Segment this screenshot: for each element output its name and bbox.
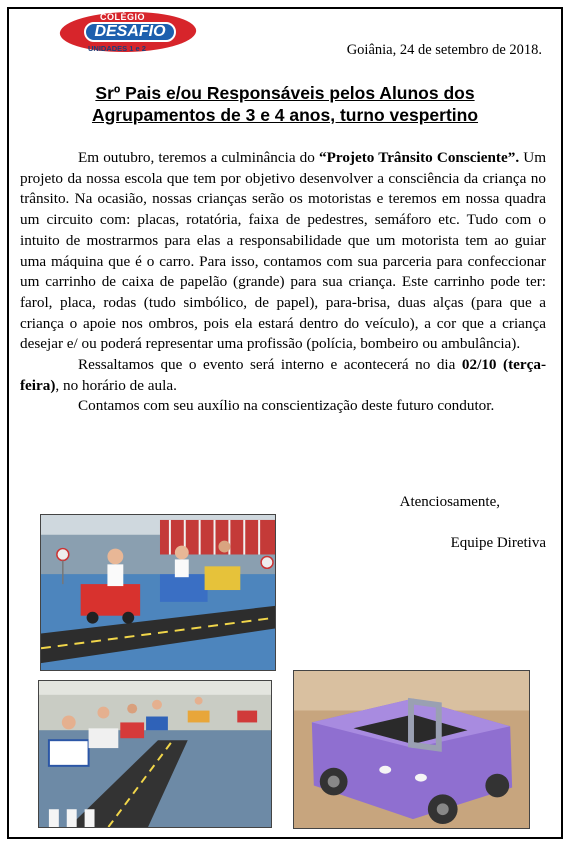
letter-body (20, 148, 546, 417)
signature: Equipe Diretiva (450, 535, 546, 551)
paragraph-2-intro: Ressaltamos que o evento será interno e acontecerá no dia (78, 356, 462, 374)
logo-top-text: COLÉGIO (100, 12, 146, 22)
paragraph-2 (20, 355, 546, 396)
closing: Atenciosamente, (399, 494, 500, 510)
project-name: “Projeto Trânsito Consciente”. (318, 149, 520, 166)
photo-children-row (38, 680, 272, 828)
paragraph-3: Contamos com seu auxílio na conscientização deste futuro condutor. (78, 397, 495, 415)
paragraph-2-rest: , no horário de aula. (55, 376, 177, 394)
photo-children-circuit (40, 514, 276, 671)
letter-heading (20, 82, 550, 126)
photo-cardboard-car (293, 670, 530, 829)
event-date: 02/10 (terça-feira) (20, 356, 547, 394)
logo-main-text: DESAFIO (84, 22, 176, 42)
paragraph-1 (20, 148, 546, 355)
heading-line-2: Agrupamentos de 3 e 4 anos, turno vespertino (91, 105, 479, 125)
logo-bottom-text: UNIDADES 1 e 2 (88, 44, 146, 53)
heading-line-1: Srº Pais e/ou Responsáveis pelos Alunos dos (95, 83, 475, 103)
date-line: Goiânia, 24 de setembro de 2018. (346, 42, 542, 58)
school-logo (60, 10, 198, 56)
paragraph-1-rest: Um projeto da nossa escola que tem por objetivo desenvolver a consciência da criança no trânsito. Na ocasião, nossas crianças serão os motoristas e teremos em nossa quadra um circuito com: placas, rotatória, faixa de pedestres, semáforo etc. Tudo com o intuito de mostrarmos para elas a responsabilidade que um motorista tem ao guiar uma máquina que é o carro. Para isso, contamos com sua parceria para confeccionar um carrinho de caixa de papelão (grande) para sua criança. Este carrinho pode ter: farol, placa, rodas (tudo simbólico, de papel), para-brisa, duas alças (para que a criança o apoie nos ombros, pois ela estará dentro do veículo), a cor que a criança desejar e/ ou poderá representar uma profissão (polícia, bombeiro ou ambulância). (20, 149, 547, 353)
paragraph-1-intro: Em outubro, teremos a culminância do (78, 149, 319, 166)
